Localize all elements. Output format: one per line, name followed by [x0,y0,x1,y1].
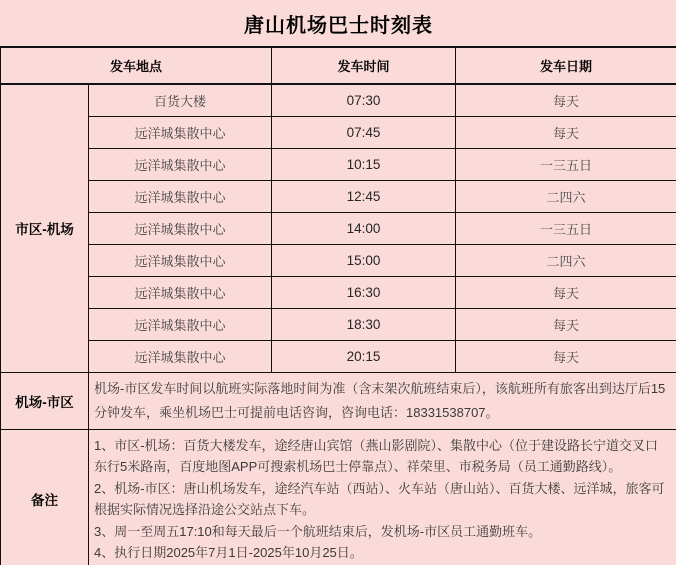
station-cell: 百货大楼 [89,84,272,116]
header-departure-location: 发车地点 [1,47,272,84]
days-cell: 二四六 [456,244,676,276]
table-row [1,84,676,116]
days-cell: 每天 [456,308,676,340]
airport-to-city-row [1,372,676,429]
table-row [1,340,676,372]
section-label-remarks: 备注 [1,429,89,565]
station-cell: 远洋城集散中心 [89,180,272,212]
table-row [1,308,676,340]
remark-item-4: 4、执行日期2025年7月1日-2025年10月25日。 [94,545,363,560]
section-label-airport-to-city: 机场-市区 [1,372,89,429]
table-row [1,276,676,308]
time-cell: 14:00 [272,212,456,244]
station-cell: 远洋城集散中心 [89,148,272,180]
time-cell: 16:30 [272,276,456,308]
station-cell: 远洋城集散中心 [89,340,272,372]
time-cell: 12:45 [272,180,456,212]
station-cell: 远洋城集散中心 [89,212,272,244]
days-cell: 每天 [456,340,676,372]
station-cell: 远洋城集散中心 [89,244,272,276]
station-cell: 远洋城集散中心 [89,116,272,148]
days-cell: 一三五日 [456,148,676,180]
remark-item-1: 1、市区-机场：百货大楼发车，途经唐山宾馆（燕山影剧院）、集散中心（位于建设路长宁道交叉口东行5米路南，百度地图APP可搜索机场巴士停靠点）、祥荣里、市税务局（员工通勤路线）。 [94,437,659,474]
time-cell: 20:15 [272,340,456,372]
time-cell: 07:30 [272,84,456,116]
remarks-content [89,429,676,565]
page-title: 唐山机场巴士时刻表 [1,0,676,47]
airport-to-city-note: 机场-市区发车时间以航班实际落地时间为准（含末架次航班结束后），该航班所有旅客出到达厅后15分钟发车，乘坐机场巴士可提前电话咨询，咨询电话：18331538707。 [89,372,676,429]
time-cell: 07:45 [272,116,456,148]
days-cell: 每天 [456,116,676,148]
remark-item-3: 3、周一至周五17:10和每天最后一个航班结束后，发机场-市区员工通勤班车。 [94,523,542,539]
time-cell: 10:15 [272,148,456,180]
remark-item-2: 2、机场-市区：唐山机场发车，途经汽车站（西站）、火车站（唐山站）、百货大楼、远洋城，旅客可根据实际情况选择沿途公交站点下车。 [94,480,665,517]
table-row [1,148,676,180]
header-row [1,47,676,84]
header-departure-date: 发车日期 [456,47,676,84]
title-row [1,0,676,47]
table-row [1,212,676,244]
section-label-city-to-airport: 市区-机场 [1,84,89,372]
table-row [1,116,676,148]
header-departure-time: 发车时间 [272,47,456,84]
table-row [1,244,676,276]
table-row [1,180,676,212]
remarks-row [1,429,676,565]
days-cell: 二四六 [456,180,676,212]
days-cell: 每天 [456,84,676,116]
days-cell: 每天 [456,276,676,308]
station-cell: 远洋城集散中心 [89,276,272,308]
days-cell: 一三五日 [456,212,676,244]
time-cell: 15:00 [272,244,456,276]
time-cell: 18:30 [272,308,456,340]
station-cell: 远洋城集散中心 [89,308,272,340]
